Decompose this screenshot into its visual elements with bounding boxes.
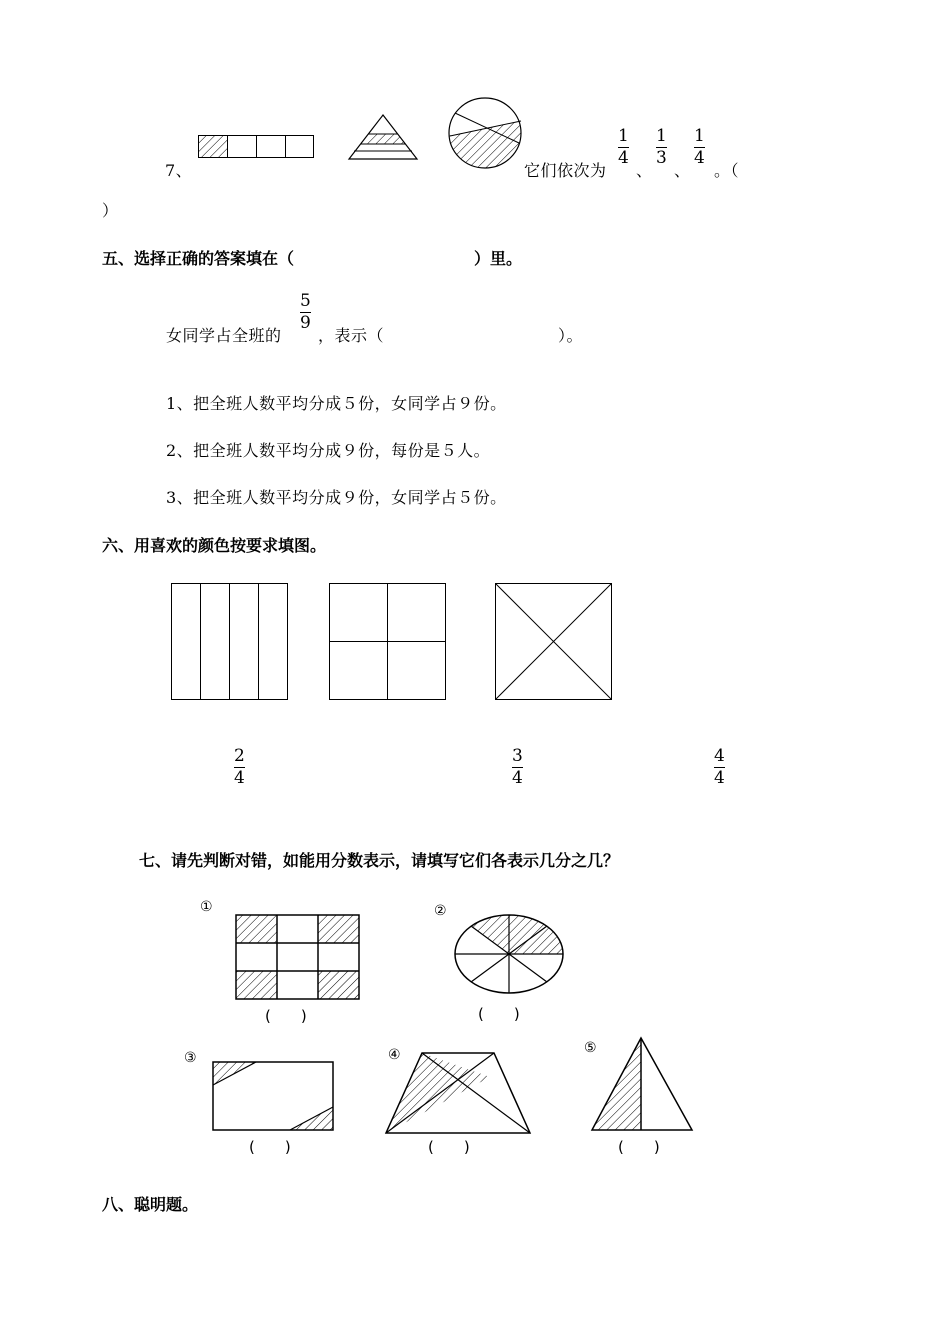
q7-shape-circle — [447, 96, 525, 170]
s6-frac3-den: 4 — [714, 767, 725, 788]
section5-title: 五、选择正确的答案填在（ — [102, 249, 295, 268]
q7-frac3-num: 1 — [694, 126, 705, 146]
s7-blank-1[interactable]: ( ) — [265, 1007, 307, 1025]
s6-shape-diagonals — [495, 583, 613, 701]
q7-fraction-1 — [618, 127, 629, 167]
section6-title: 六、用喜欢的颜色按要求填图。 — [102, 536, 327, 555]
s7-blank-2[interactable]: ( ) — [478, 1005, 520, 1023]
s6-frac3-num: 4 — [714, 746, 725, 766]
s7-label-4: ④ — [388, 1047, 401, 1063]
q7-fraction-2 — [656, 127, 667, 167]
s6-fraction-2 — [512, 747, 523, 787]
q7-shape-strip — [198, 135, 316, 159]
s7-figure-3-rectangle — [212, 1061, 336, 1133]
q7-shape-triangle — [347, 113, 419, 161]
q7-text: 它们依次为 — [524, 161, 607, 180]
section7-title: 七、请先判断对错，如能用分数表示，请填写它们各表示几分之几？ — [139, 851, 620, 870]
q7-end: 。（ — [714, 161, 740, 180]
s5-frac-den: 9 — [300, 312, 311, 333]
s5-frac-num: 5 — [300, 291, 311, 311]
s7-label-1: ① — [200, 899, 213, 915]
s6-shape-vertical-strips — [171, 583, 289, 701]
q7-sep-1: 、 — [636, 161, 653, 180]
s6-fraction-1 — [234, 747, 245, 787]
s6-shape-quadrants — [329, 583, 447, 701]
q7-number: 7、 — [165, 161, 193, 180]
s6-frac2-num: 3 — [512, 746, 523, 766]
s7-blank-4[interactable]: ( ) — [428, 1138, 470, 1156]
q7-frac1-num: 1 — [618, 126, 629, 146]
s7-blank-5[interactable]: ( ) — [618, 1138, 660, 1156]
q7-sep-2: 、 — [674, 161, 691, 180]
s6-frac1-num: 2 — [234, 746, 245, 766]
q7-frac3-den: 4 — [694, 147, 705, 168]
s7-figure-1-grid — [235, 914, 361, 1002]
s7-figure-4-trapezoid — [384, 1051, 532, 1135]
s7-blank-3[interactable]: ( ) — [249, 1138, 291, 1156]
s5-stem-end: ）。 — [558, 326, 584, 345]
q7-fraction-3 — [694, 127, 705, 167]
q7-frac2-den: 3 — [656, 147, 667, 168]
s7-figure-5-triangle — [590, 1036, 694, 1132]
s5-option-2: 2、把全班人数平均分成９份，每份是５人。 — [166, 441, 491, 460]
s5-option-1: 1、把全班人数平均分成５份，女同学占９份。 — [166, 394, 507, 413]
s7-label-5: ⑤ — [584, 1040, 597, 1056]
s7-figure-2-ellipse — [453, 913, 565, 995]
section8-title: 八、聪明题。 — [102, 1195, 199, 1214]
s5-option-3: 3、把全班人数平均分成９份，女同学占５份。 — [166, 488, 507, 507]
s7-label-3: ③ — [184, 1050, 197, 1066]
section5-title-end: ）里。 — [474, 249, 523, 268]
s6-fraction-3 — [714, 747, 725, 787]
q7-frac2-num: 1 — [656, 126, 667, 146]
s6-frac2-den: 4 — [512, 767, 523, 788]
s5-stem-suffix: ，表示（ — [318, 326, 385, 345]
s7-label-2: ② — [434, 903, 447, 919]
s6-frac1-den: 4 — [234, 767, 245, 788]
q7-close: ） — [102, 201, 119, 220]
q7-frac1-den: 4 — [618, 147, 629, 168]
s5-stem-prefix: 女同学占全班的 — [166, 326, 282, 345]
s5-stem-fraction — [300, 292, 311, 332]
